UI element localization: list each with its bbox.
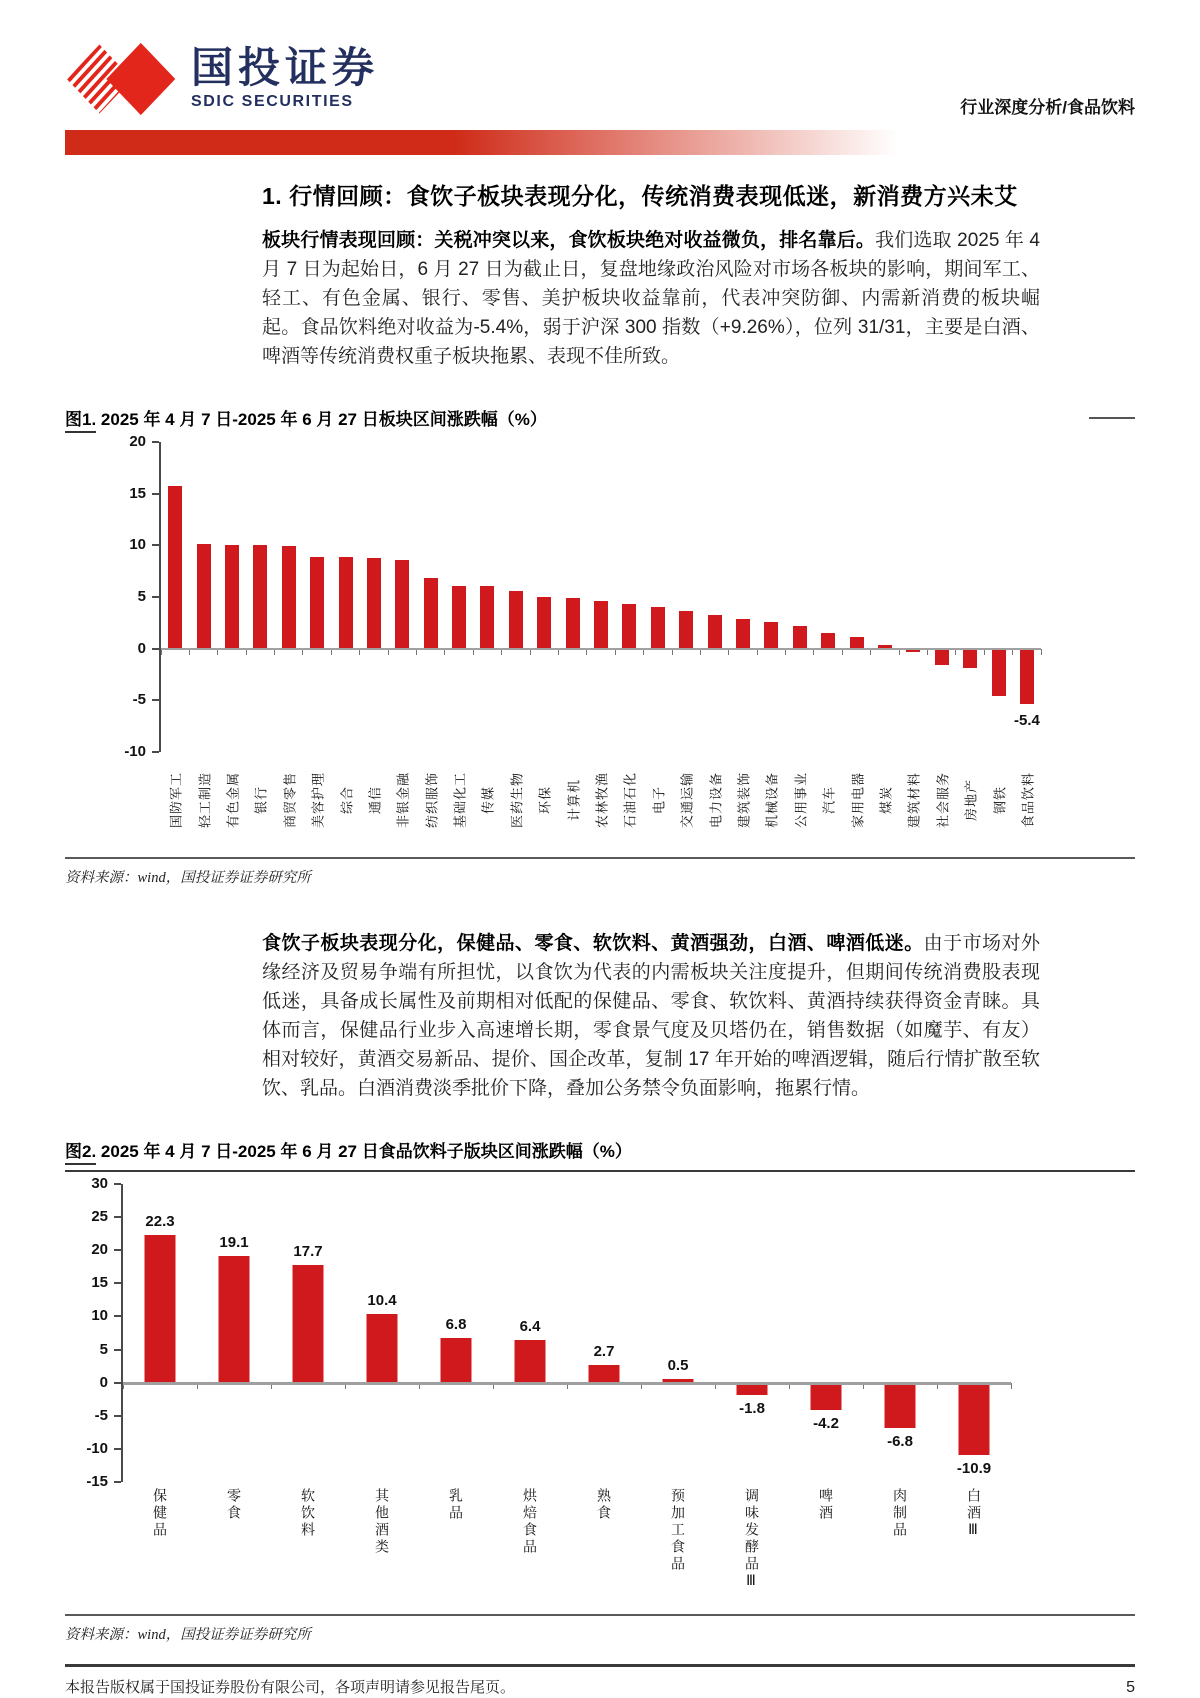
bar — [145, 1235, 176, 1383]
bar-slot — [956, 442, 984, 752]
bar-slot — [419, 1184, 493, 1482]
bar — [339, 557, 353, 649]
brand-name-cn: 国投证券 — [191, 44, 380, 91]
category-label — [956, 752, 984, 847]
bar — [651, 607, 665, 648]
y-tick-label: 10 — [129, 536, 146, 554]
bar-slot — [331, 442, 359, 752]
paragraph-2 — [262, 929, 1040, 1103]
y-tick-label: 20 — [129, 433, 146, 450]
y-tick-label: 25 — [91, 1208, 108, 1226]
bar — [708, 615, 722, 649]
bar — [509, 591, 523, 649]
figure1-top-right-rule — [1089, 417, 1135, 419]
paragraph-1 — [262, 226, 1040, 371]
bar-slot — [615, 442, 643, 752]
category-label-text: 电力设备 — [708, 771, 724, 828]
bar-value-label: 6.8 — [445, 1315, 467, 1333]
figure2-source-block — [65, 1614, 1135, 1644]
bar-slot — [899, 442, 927, 752]
bar-value-label: -4.2 — [813, 1415, 839, 1433]
y-tick-label: 5 — [99, 1340, 108, 1358]
y-tick-label: 20 — [91, 1241, 108, 1259]
category-label-text: 机械设备 — [764, 771, 780, 828]
category-label-text: 钢铁 — [992, 785, 1008, 814]
bar-slot — [473, 442, 501, 752]
zero-axis-line — [123, 1382, 1011, 1385]
category-label-text: 公用事业 — [793, 771, 809, 828]
y-tick-label: -15 — [86, 1473, 108, 1490]
category-label-text: 环保 — [537, 785, 553, 814]
category-label — [493, 1482, 567, 1604]
x-labels — [123, 1482, 1011, 1604]
bar-slot — [567, 1184, 641, 1482]
bar-value-label: -1.8 — [739, 1399, 765, 1417]
bar-slot — [417, 442, 445, 752]
bar-value-label: 17.7 — [293, 1243, 323, 1261]
category-label — [271, 1482, 345, 1604]
figure1-title — [65, 405, 547, 430]
category-label-text: 电子 — [651, 785, 667, 814]
y-tick-mark — [114, 1216, 121, 1218]
bar — [219, 1256, 250, 1382]
category-label — [928, 752, 956, 847]
y-tick-mark — [114, 1382, 121, 1384]
category-label — [189, 752, 217, 847]
category-label-text: 熟食 — [596, 1488, 612, 1522]
bar-slot — [757, 442, 785, 752]
category-label-text: 医药生物 — [509, 771, 525, 828]
bar-value-label: 22.3 — [145, 1212, 175, 1230]
category-label-text: 社会服务 — [935, 771, 951, 828]
category-label-text: 肉制品 — [892, 1488, 908, 1539]
category-label-text: 调味发酵品Ⅲ — [744, 1488, 760, 1592]
category-label — [303, 752, 331, 847]
category-label-text: 银行 — [253, 785, 269, 814]
y-tick-label: 15 — [129, 484, 146, 502]
category-label — [814, 752, 842, 847]
bar-slot — [814, 442, 842, 752]
category-label — [345, 1482, 419, 1604]
bar — [679, 611, 693, 648]
category-label-text: 建筑材料 — [906, 771, 922, 828]
category-label-text: 乳品 — [448, 1488, 464, 1522]
bar — [935, 649, 949, 666]
bar-value-label: 0.5 — [667, 1357, 689, 1375]
x-axis-spacer — [75, 1482, 123, 1604]
category-label-text: 商贸零售 — [282, 771, 298, 828]
bar — [959, 1383, 990, 1455]
category-label — [786, 752, 814, 847]
category-label — [641, 1482, 715, 1604]
category-label-text: 轻工制造 — [197, 771, 213, 828]
bars — [123, 1184, 1011, 1482]
category-label-text: 美容护理 — [310, 771, 326, 828]
paragraph-2-body: 由于市场对外缘经济及贸易争端有所担忧，以食饮为代表的内需板块关注度提升，但期间传统消费股表现低迷，具备成长属性及前期相对低配的保健品、零食、软饮料、黄酒持续获得资金青睐。具体而言，保健品行业步入高速增长期，零食景气度及贝塔仍在，销售数据（如魔芋、有友）相对较好，黄酒交易新品、提价、国企改革，复制 17 年开始的啤酒逻辑，随后行情扩散至软饮、乳品。白酒消费淡季批价下降，叠加公务禁令负面影响，拖累行情。 — [262, 933, 1040, 1099]
bar — [395, 560, 409, 649]
bar-slot — [842, 442, 870, 752]
figure2-title-row — [65, 1137, 1135, 1172]
category-label-text: 综合 — [339, 785, 355, 814]
category-label — [530, 752, 558, 847]
bar — [253, 545, 267, 648]
bar — [367, 558, 381, 649]
category-label — [417, 752, 445, 847]
bar — [736, 619, 750, 649]
bar — [282, 546, 296, 648]
bar-slot — [189, 442, 217, 752]
bar-slot — [871, 442, 899, 752]
category-label-text: 软饮料 — [300, 1488, 316, 1539]
y-tick-mark — [114, 1481, 121, 1483]
category-label-text: 白酒Ⅲ — [966, 1488, 982, 1541]
bar-slot — [246, 442, 274, 752]
bar-slot — [360, 442, 388, 752]
category-label — [587, 752, 615, 847]
category-label — [1013, 752, 1041, 847]
category-label-text: 基础化工 — [452, 771, 468, 828]
category-label-text: 建筑装饰 — [736, 771, 752, 828]
y-tick-label: -10 — [124, 743, 146, 760]
footer-disclaimer: 本报告版权属于国投证券股份有限公司，各项声明请参见报告尾页。 — [65, 1679, 516, 1696]
bar-slot — [303, 442, 331, 752]
category-label — [672, 752, 700, 847]
category-label — [388, 752, 416, 847]
category-label — [419, 1482, 493, 1604]
header-red-band — [65, 130, 990, 155]
y-tick-label: -5 — [94, 1406, 108, 1424]
bar — [168, 486, 182, 648]
brand-text — [191, 44, 380, 111]
category-label — [984, 752, 1012, 847]
category-label — [197, 1482, 271, 1604]
figure1-title-row — [65, 405, 1135, 430]
category-label-text: 保健品 — [152, 1488, 168, 1539]
category-label-text: 食品饮料 — [1020, 771, 1036, 828]
y-tick-mark — [152, 699, 159, 701]
bar-value-label: 6.4 — [519, 1318, 541, 1336]
y-axis — [113, 433, 159, 760]
bar-slot — [218, 442, 246, 752]
bar — [225, 545, 239, 648]
bar — [821, 633, 835, 649]
plot-area — [159, 442, 1041, 752]
category-label — [937, 1482, 1011, 1604]
category-label — [700, 752, 728, 847]
category-label — [789, 1482, 863, 1604]
bar — [594, 601, 608, 649]
bar — [197, 544, 211, 648]
category-label — [123, 1482, 197, 1604]
y-tick-mark — [152, 751, 159, 753]
figure1-title-text: 2025 年 4 月 7 日-2025 年 6 月 27 日板块区间涨跌幅（%） — [100, 410, 547, 429]
y-tick-mark — [114, 1282, 121, 1284]
x-axis-labels-row — [113, 752, 1041, 847]
bars — [161, 442, 1041, 752]
category-label — [558, 752, 586, 847]
y-tick-mark — [114, 1183, 121, 1185]
bar-annotation: -5.4 — [1013, 712, 1040, 730]
bar — [424, 578, 438, 648]
category-label — [863, 1482, 937, 1604]
zero-axis-line — [161, 648, 1041, 650]
bar-value-label: 2.7 — [593, 1342, 615, 1360]
y-tick-label: -5 — [132, 691, 146, 709]
bar — [589, 1365, 620, 1383]
category-label — [473, 752, 501, 847]
sdic-logo-icon — [65, 36, 177, 122]
category-label-text: 传媒 — [480, 785, 496, 814]
category-label — [246, 752, 274, 847]
category-label — [445, 752, 473, 847]
bar-slot — [863, 1184, 937, 1482]
category-label-text: 烘焙食品 — [522, 1488, 538, 1556]
category-label-text: 非银金融 — [395, 771, 411, 828]
bar-slot — [502, 442, 530, 752]
bar — [537, 597, 551, 649]
category-label-text: 石油石化 — [622, 771, 638, 828]
x-axis-labels-row — [75, 1482, 1011, 1604]
category-label — [842, 752, 870, 847]
category-label — [729, 752, 757, 847]
bar-slot — [937, 1184, 1011, 1482]
paragraph-1-body: 我们选取 2025 年 4 月 7 日为起始日，6 月 27 日为截止日，复盘地缘政治风险对市场各板块的影响，期间军工、轻工、有色金属、银行、零售、美护板块收益靠前，代表冲突防御、内需新消费的板块崛起。食品饮料绝对收益为-5.4%，弱于沪深 300 指数（+9.26%），位列 31/31，主要是白酒、啤酒等传统消费权重子板块拖累、表现不佳所致。 — [262, 230, 1040, 367]
figure2-label: 图2. — [65, 1142, 96, 1165]
category-label — [360, 752, 388, 847]
bar — [622, 604, 636, 648]
category-label-text: 计算机 — [566, 778, 582, 821]
bar-slot — [672, 442, 700, 752]
bar — [1020, 649, 1034, 705]
bar-slot — [700, 442, 728, 752]
category-label-text: 啤酒 — [818, 1488, 834, 1522]
brand-name-en: SDIC SECURITIES — [191, 93, 354, 110]
figure1-source: 资料来源：wind，国投证券证券研究所 — [65, 870, 311, 886]
category-label-text: 有色金属 — [225, 771, 241, 828]
bar-slot — [161, 442, 189, 752]
page-number: 5 — [1126, 1679, 1135, 1696]
category-label-text: 汽车 — [821, 785, 837, 814]
figure2-source: 资料来源：wind，国投证券证券研究所 — [65, 1627, 311, 1643]
category-label — [567, 1482, 641, 1604]
bar-slot — [445, 442, 473, 752]
bar-slot — [641, 1184, 715, 1482]
bar — [310, 557, 324, 649]
bar — [367, 1314, 398, 1383]
figure1-source-block — [65, 857, 1135, 887]
figure2-title-text: 2025 年 4 月 7 日-2025 年 6 月 27 日食品饮料子版块区间涨跌幅（%） — [100, 1142, 632, 1161]
brand-logo — [65, 36, 379, 122]
y-tick-mark — [114, 1315, 121, 1317]
y-tick-mark — [152, 493, 159, 495]
y-tick-label: 0 — [99, 1373, 108, 1391]
y-tick-label: 10 — [91, 1307, 108, 1325]
category-label — [644, 752, 672, 847]
bar-slot — [345, 1184, 419, 1482]
bar — [515, 1340, 546, 1382]
category-label-text: 煤炭 — [878, 785, 894, 814]
figure2-chart — [75, 1175, 1011, 1604]
bar-slot — [786, 442, 814, 752]
bar-slot — [587, 442, 615, 752]
figure2-chart-body — [75, 1175, 1011, 1490]
category-label — [615, 752, 643, 847]
bar-slot — [530, 442, 558, 752]
category-label — [331, 752, 359, 847]
section-heading: 1. 行情回顾：食饮子板块表现分化，传统消费表现低迷，新消费方兴未艾 — [262, 183, 1018, 209]
category-label-text: 纺织服饰 — [424, 771, 440, 828]
figure1-chart — [113, 433, 1041, 847]
bar-slot — [984, 442, 1012, 752]
bar-slot — [715, 1184, 789, 1482]
bar-slot — [558, 442, 586, 752]
y-tick-mark — [114, 1448, 121, 1450]
report-category: 行业深度分析/食品饮料 — [960, 98, 1135, 117]
bar-slot — [197, 1184, 271, 1482]
bar-slot — [271, 1184, 345, 1482]
y-tick-mark — [152, 596, 159, 598]
figure2-title — [65, 1137, 632, 1162]
bar — [566, 598, 580, 649]
category-label-text: 其他酒类 — [374, 1488, 390, 1556]
category-label-text: 国防军工 — [168, 771, 184, 828]
bar — [963, 649, 977, 669]
bar-value-label: -6.8 — [887, 1432, 913, 1450]
bar — [452, 586, 466, 649]
y-tick-mark — [114, 1415, 121, 1417]
category-label-text: 预加工食品 — [670, 1488, 686, 1573]
bar-slot — [388, 442, 416, 752]
category-label — [871, 752, 899, 847]
y-tick-mark — [114, 1249, 121, 1251]
y-tick-mark — [152, 441, 159, 443]
category-label — [715, 1482, 789, 1604]
y-tick-mark — [152, 544, 159, 546]
bar-slot — [644, 442, 672, 752]
category-label — [899, 752, 927, 847]
x-labels — [161, 752, 1041, 847]
bar-slot — [275, 442, 303, 752]
category-label — [757, 752, 785, 847]
category-label — [218, 752, 246, 847]
category-label-text: 通信 — [367, 785, 383, 814]
category-label-text: 农林牧渔 — [594, 771, 610, 828]
figure1-chart-body — [113, 433, 1041, 760]
bar-value-label: 19.1 — [219, 1234, 249, 1252]
plot-area — [121, 1184, 1011, 1482]
x-axis-spacer — [113, 752, 161, 847]
figure1-label: 图1. — [65, 410, 96, 433]
category-label-text: 家用电器 — [850, 771, 866, 828]
paragraph-1-lead: 板块行情表现回顾：关税冲突以来，食饮板块绝对收益微负，排名靠后。 — [262, 230, 876, 251]
y-tick-label: 30 — [91, 1175, 108, 1192]
y-tick-mark — [114, 1349, 121, 1351]
bar — [764, 622, 778, 649]
y-tick-label: 15 — [91, 1274, 108, 1292]
bar-slot — [928, 442, 956, 752]
bar-slot — [1013, 442, 1041, 752]
y-tick-label: 5 — [137, 588, 146, 605]
bar-slot — [729, 442, 757, 752]
bar — [885, 1383, 916, 1428]
paragraph-2-lead: 食饮子板块表现分化，保健品、零食、软饮料、黄酒强劲，白酒、啤酒低迷。 — [262, 933, 924, 954]
bar — [293, 1265, 324, 1382]
bar-slot — [493, 1184, 567, 1482]
y-axis — [75, 1175, 121, 1490]
bar — [441, 1338, 472, 1383]
y-tick-label: 0 — [137, 639, 146, 657]
bar-value-label: 10.4 — [367, 1291, 397, 1309]
bar-slot — [789, 1184, 863, 1482]
category-label-text: 交通运输 — [679, 771, 695, 828]
bar-slot — [123, 1184, 197, 1482]
bar — [793, 626, 807, 649]
category-label — [275, 752, 303, 847]
y-tick-label: -10 — [86, 1439, 108, 1457]
category-label — [161, 752, 189, 847]
category-label-text: 零食 — [226, 1488, 242, 1522]
page-footer — [65, 1664, 1135, 1697]
bar-value-label: -10.9 — [956, 1459, 992, 1477]
bar — [992, 649, 1006, 697]
y-tick-mark — [152, 648, 159, 650]
bar — [480, 586, 494, 649]
category-label-text: 房地产 — [963, 778, 979, 821]
bar — [811, 1383, 842, 1411]
page-header — [65, 36, 1135, 122]
category-label — [502, 752, 530, 847]
